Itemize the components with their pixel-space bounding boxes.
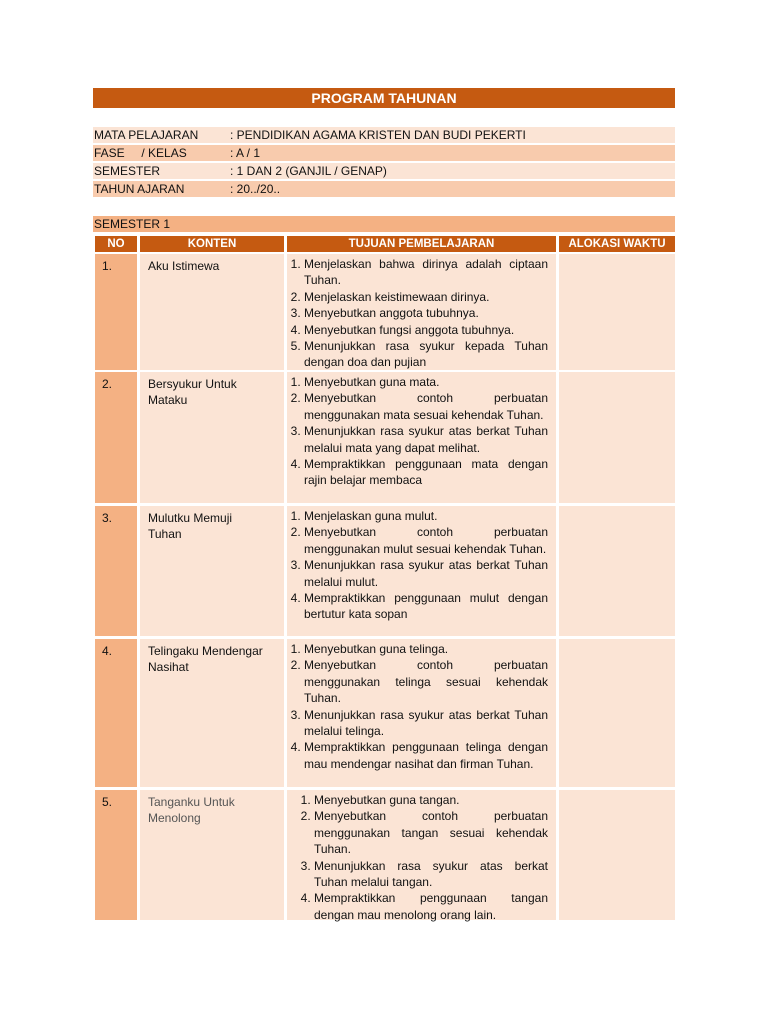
- row-tujuan: [287, 254, 556, 370]
- row-alokasi: [559, 790, 675, 920]
- row-konten: Tanganku Untuk Menolong: [140, 790, 284, 920]
- row-konten: Telingaku Mendengar Nasihat: [140, 639, 284, 787]
- list-item: 2. Menyebutkan contoh perbuatan menggunakan mata sesuai kehendak Tuhan.: [304, 390, 548, 423]
- list-item: 3. Menunjukkan rasa syukur atas berkat Tuhan melalui mata yang dapat melihat.: [304, 423, 548, 456]
- header-konten: KONTEN: [140, 236, 284, 252]
- list-item: 4. Mempraktikkan penggunaan tangan dengan mau menolong orang lain.: [314, 890, 548, 923]
- info-value: : 1 DAN 2 (GANJIL / GENAP): [230, 164, 387, 178]
- tujuan-list: [287, 790, 556, 923]
- row-number: 5.: [95, 790, 137, 920]
- row-tujuan: [287, 506, 556, 636]
- row-alokasi: [559, 506, 675, 636]
- list-item: 2. Menyebutkan contoh perbuatan menggunakan tangan sesuai kehendak Tuhan.: [314, 808, 548, 857]
- list-item: 2. Menyebutkan contoh perbuatan menggunakan telinga sesuai kehendak Tuhan.: [304, 657, 548, 706]
- tujuan-list: [287, 254, 556, 371]
- row-alokasi: [559, 372, 675, 503]
- list-item: 4. Menyebutkan fungsi anggota tubuhnya.: [304, 322, 548, 338]
- row-konten: Bersyukur Untuk Mataku: [140, 372, 284, 503]
- row-konten: Mulutku Memuji Tuhan: [140, 506, 284, 636]
- row-alokasi: [559, 254, 675, 370]
- row-number: 4.: [95, 639, 137, 787]
- list-item: 4. Mempraktikkan penggunaan mulut dengan bertutur kata sopan: [304, 590, 548, 623]
- header-alokasi: ALOKASI WAKTU: [559, 236, 675, 252]
- list-item: 3. Menyebutkan anggota tubuhnya.: [304, 305, 548, 321]
- list-item: 3. Menunjukkan rasa syukur atas berkat Tuhan melalui telinga.: [304, 707, 548, 740]
- tujuan-list: [287, 372, 556, 489]
- info-row-mata-pelajaran: [93, 127, 675, 143]
- list-item: 1. Menjelaskan bahwa dirinya adalah ciptaan Tuhan.: [304, 256, 548, 289]
- info-row-semester: [93, 163, 675, 179]
- info-value: : PENDIDIKAN AGAMA KRISTEN DAN BUDI PEKERTI: [230, 128, 526, 142]
- header-tujuan: TUJUAN PEMBELAJARAN: [287, 236, 556, 252]
- info-label: FASE / KELAS: [94, 146, 187, 160]
- row-konten: Aku Istimewa: [140, 254, 284, 370]
- info-label: MATA PELAJARAN: [94, 128, 199, 142]
- tujuan-list: [287, 506, 556, 623]
- list-item: 1. Menyebutkan guna telinga.: [304, 641, 548, 657]
- info-row-tahun-ajaran: [93, 181, 675, 197]
- list-item: 4. Mempraktikkan penggunaan mata dengan rajin belajar membaca: [304, 456, 548, 489]
- list-item: 1. Menyebutkan guna tangan.: [314, 792, 548, 808]
- row-alokasi: [559, 639, 675, 787]
- list-item: 4. Mempraktikkan penggunaan telinga dengan mau mendengar nasihat dan firman Tuhan.: [304, 739, 548, 772]
- row-tujuan: [287, 372, 556, 503]
- list-item: 2. Menjelaskan keistimewaan dirinya.: [304, 289, 548, 305]
- list-item: 5. Menunjukkan rasa syukur kepada Tuhan dengan doa dan pujian: [304, 338, 548, 371]
- info-value: : 20../20..: [230, 182, 281, 196]
- page-title: PROGRAM TAHUNAN: [93, 88, 675, 108]
- header-no: NO: [95, 236, 137, 252]
- row-tujuan: [287, 790, 556, 920]
- row-number: 3.: [95, 506, 137, 636]
- list-item: 1. Menyebutkan guna mata.: [304, 374, 548, 390]
- row-tujuan: [287, 639, 556, 787]
- tujuan-list: [287, 639, 556, 772]
- list-item: 2. Menyebutkan contoh perbuatan menggunakan mulut sesuai kehendak Tuhan.: [304, 524, 548, 557]
- list-item: 3. Menunjukkan rasa syukur atas berkat Tuhan melalui tangan.: [314, 858, 548, 891]
- info-value: : A / 1: [230, 146, 261, 160]
- info-label: TAHUN AJARAN: [94, 182, 185, 196]
- list-item: 3. Menunjukkan rasa syukur atas berkat Tuhan melalui mulut.: [304, 557, 548, 590]
- row-number: 1.: [95, 254, 137, 370]
- list-item: 1. Menjelaskan guna mulut.: [304, 508, 548, 524]
- semester-heading: SEMESTER 1: [93, 216, 675, 232]
- info-label: SEMESTER: [94, 164, 161, 178]
- info-row-fase-kelas: [93, 145, 675, 161]
- row-number: 2.: [95, 372, 137, 503]
